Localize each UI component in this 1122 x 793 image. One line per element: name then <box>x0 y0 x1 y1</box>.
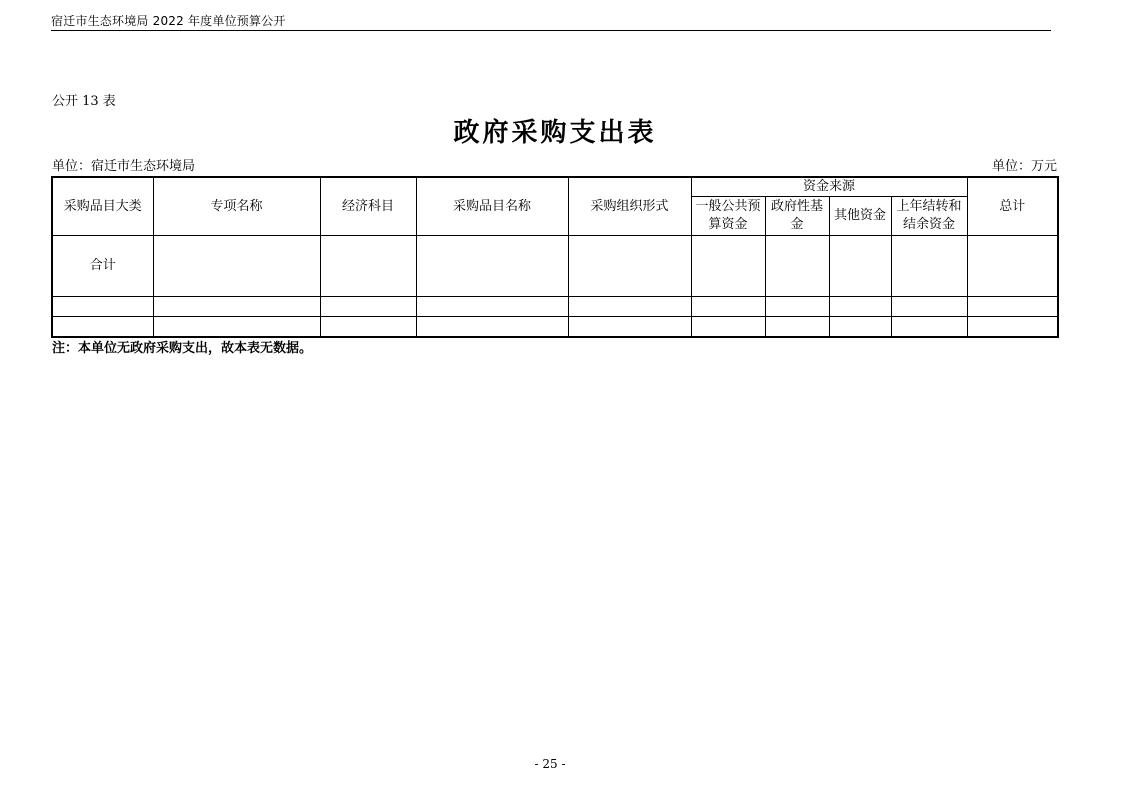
header-text: 宿迁市生态环境局 2022 年度单位预算公开 <box>51 14 286 28</box>
table-cell <box>829 236 891 297</box>
header-carryover: 上年结转和结余资金 <box>891 197 967 236</box>
page-number: - 25 - <box>534 757 566 771</box>
table-cell <box>829 297 891 317</box>
header-fund-source: 资金来源 <box>691 177 967 197</box>
table-cell <box>765 297 829 317</box>
table-cell <box>967 236 1058 297</box>
page-header <box>51 10 1051 31</box>
header-project: 专项名称 <box>153 177 320 236</box>
header-gov-fund: 政府性基金 <box>765 197 829 236</box>
table-cell <box>416 297 568 317</box>
table-cell <box>416 236 568 297</box>
table-cell <box>891 317 967 338</box>
header-econ: 经济科目 <box>320 177 416 236</box>
header-other: 其他资金 <box>829 197 891 236</box>
table-cell <box>765 317 829 338</box>
table-cell <box>52 297 153 317</box>
unit-currency: 单位：万元 <box>991 159 1057 174</box>
table-cell <box>967 297 1058 317</box>
table-cell <box>52 317 153 338</box>
table-cell <box>765 236 829 297</box>
table-cell <box>829 317 891 338</box>
header-category: 采购品目大类 <box>52 177 153 236</box>
table-cell <box>153 236 320 297</box>
table-cell <box>153 297 320 317</box>
table-cell <box>416 317 568 338</box>
table-cell <box>568 317 691 338</box>
table-row <box>52 297 1058 317</box>
header-org-form: 采购组织形式 <box>568 177 691 236</box>
table-row-total <box>52 236 1058 297</box>
total-label: 合计 <box>52 236 153 297</box>
table-note: 注：本单位无政府采购支出，故本表无数据。 <box>52 341 313 356</box>
table-cell <box>320 236 416 297</box>
table-cell <box>568 297 691 317</box>
table-row <box>52 317 1058 338</box>
table-cell <box>691 297 765 317</box>
header-item-name: 采购品目名称 <box>416 177 568 236</box>
table-cell <box>153 317 320 338</box>
table-cell <box>691 317 765 338</box>
table-cell <box>320 297 416 317</box>
table-cell <box>891 236 967 297</box>
header-total: 总计 <box>967 177 1058 236</box>
header-general-budget: 一般公共预算资金 <box>691 197 765 236</box>
table-cell <box>568 236 691 297</box>
page-title: 政府采购支出表 <box>453 118 657 148</box>
table-cell <box>320 317 416 338</box>
table-cell <box>967 317 1058 338</box>
table-number: 公开 13 表 <box>52 94 116 109</box>
unit-organization: 单位：宿迁市生态环境局 <box>52 159 196 174</box>
table-cell <box>691 236 765 297</box>
table-cell <box>891 297 967 317</box>
procurement-table <box>51 176 1059 338</box>
